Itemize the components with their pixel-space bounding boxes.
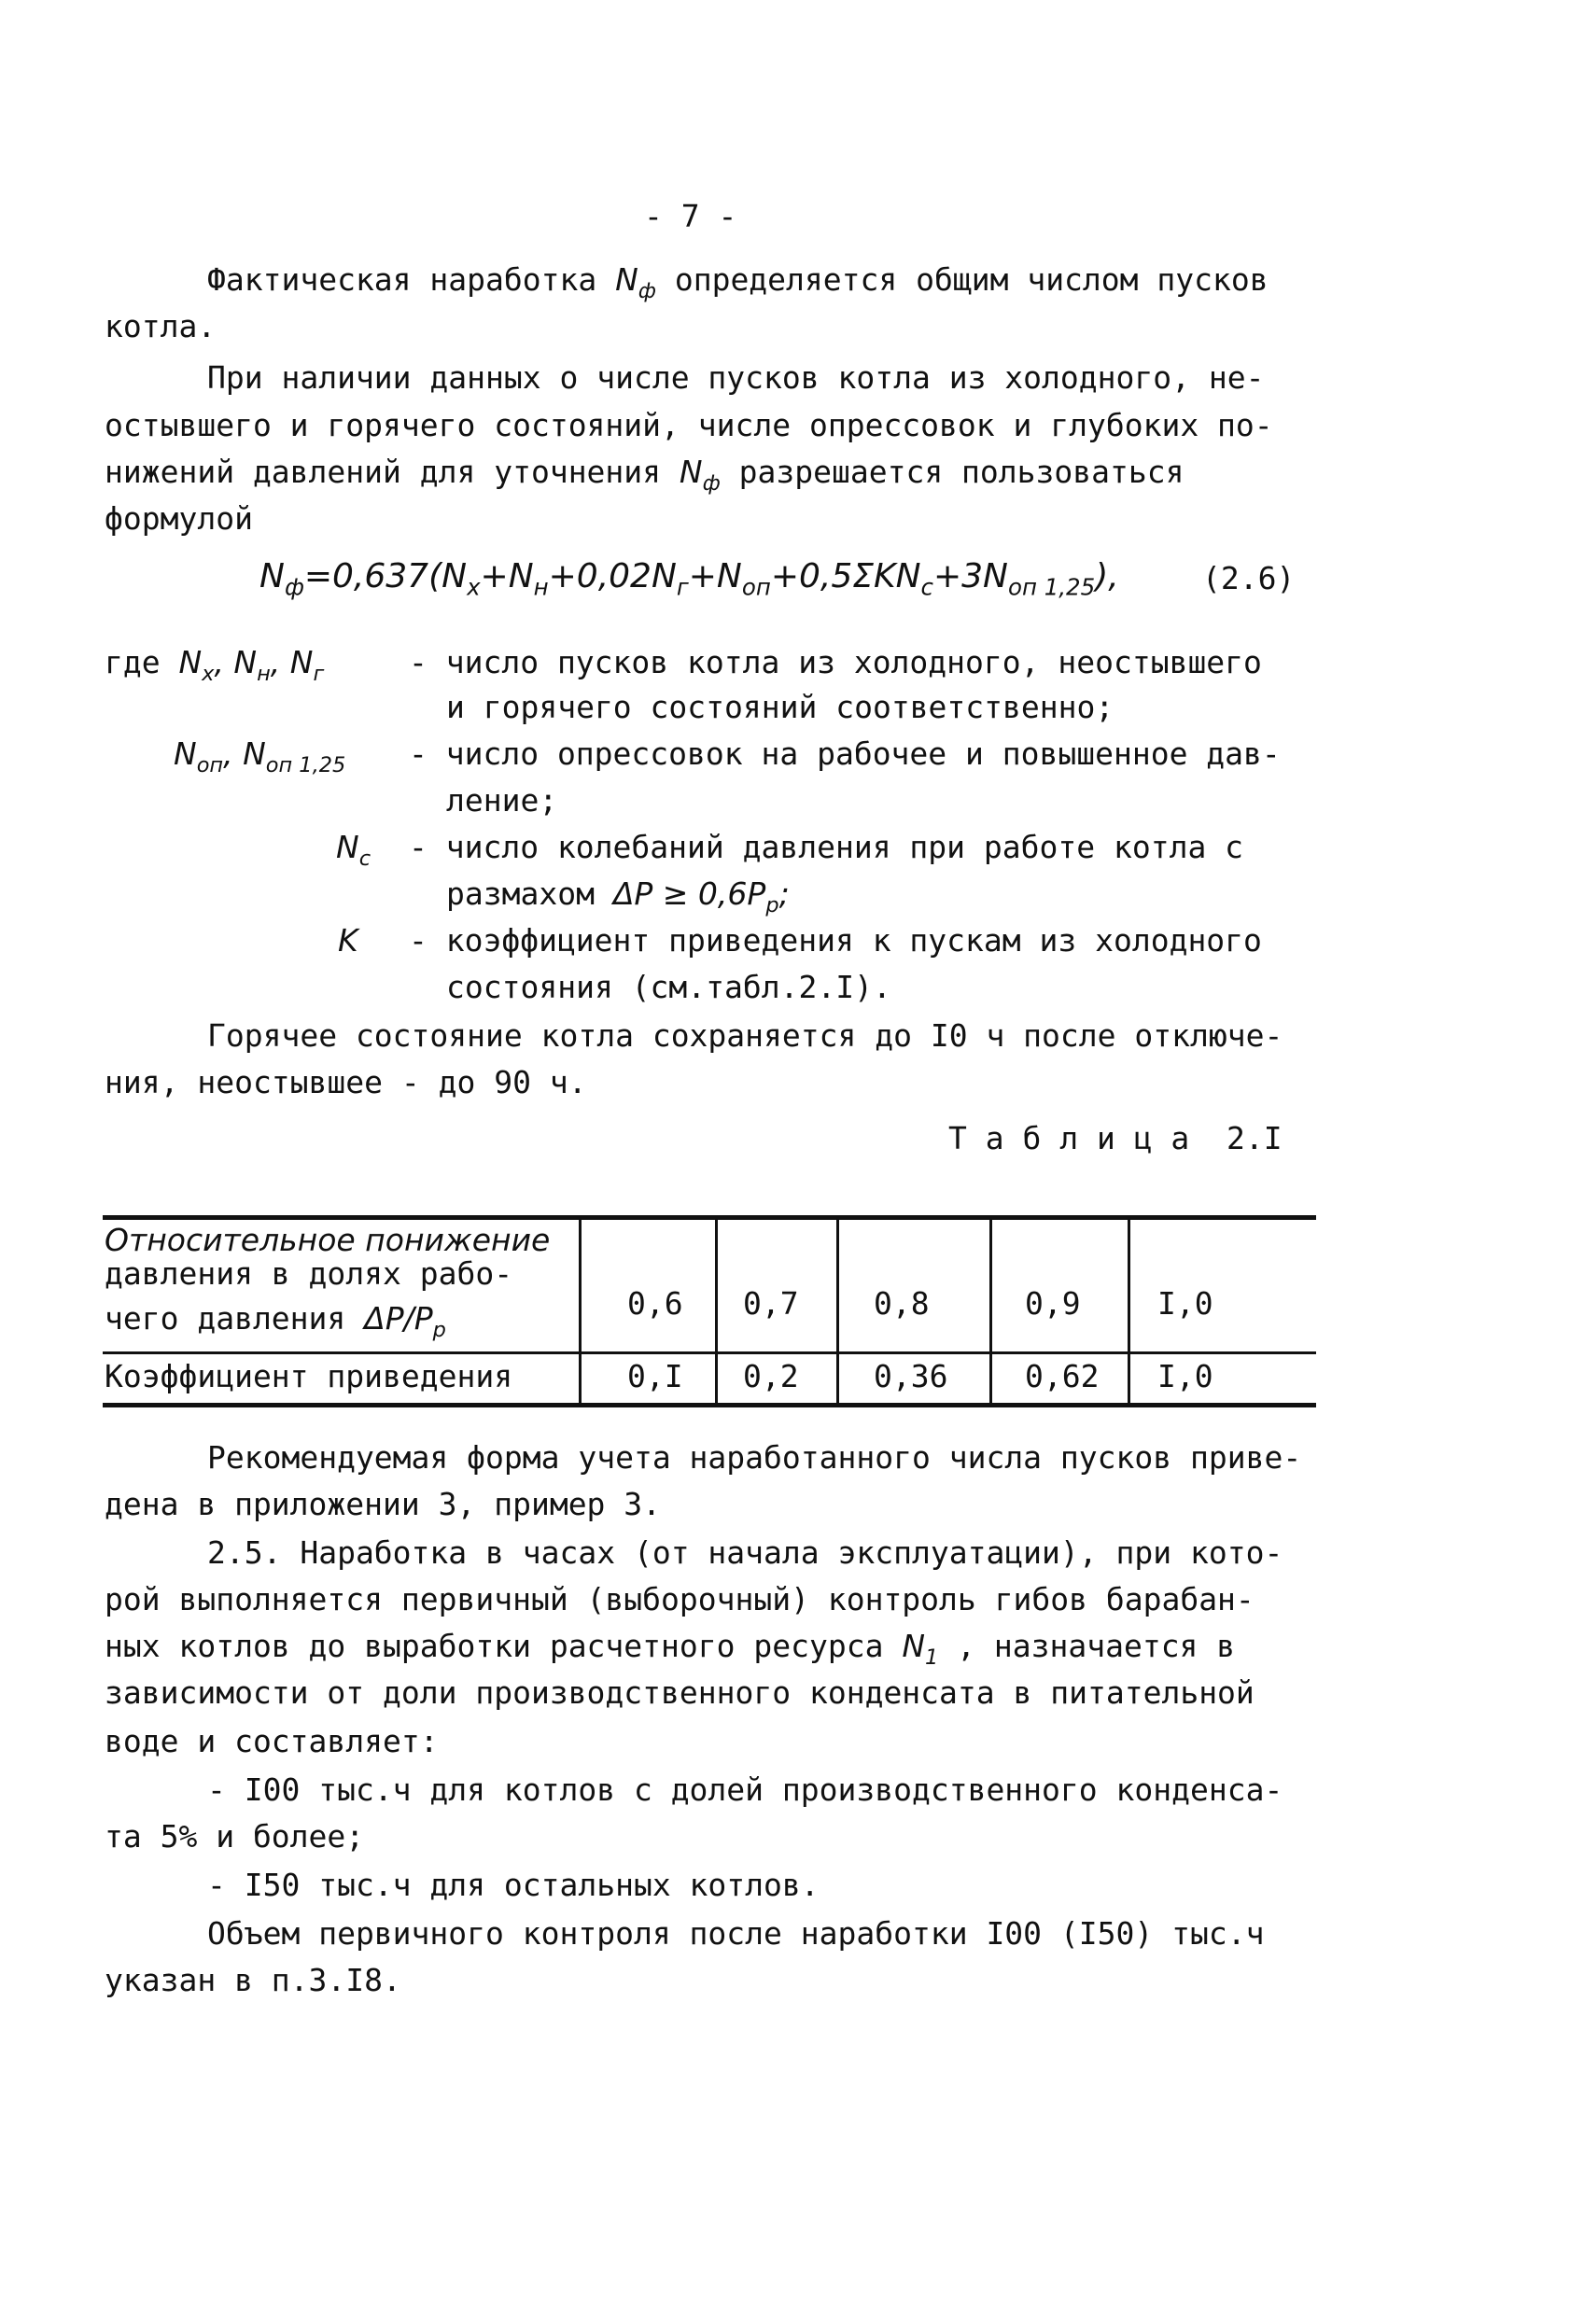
paragraph-1-line-2: котла. xyxy=(105,308,217,344)
table-row-1-value: 0,8 xyxy=(874,1285,930,1322)
symbol-n-f: $N_ф$ xyxy=(615,261,656,303)
where-symbol-3: $N_с$ xyxy=(336,829,371,871)
paragraph-2-line-2: остывшего и горячего состояний, числе опрессовок и глубоких по- xyxy=(105,407,1273,443)
where-symbols-1: где $N_х$, $N_н$, $N_г$ xyxy=(105,644,325,686)
paragraph-6-line-2: та 5% и более; xyxy=(105,1818,365,1855)
paragraph-2-line-4: формулой xyxy=(105,500,253,537)
table-row-2-label: Коэффициент приведения xyxy=(105,1358,513,1394)
where-symbol-4: K xyxy=(338,922,358,959)
table-column-divider xyxy=(989,1217,992,1403)
table-row-2-value: 0,36 xyxy=(874,1358,948,1394)
formula-2-6: $N_ф=0,637(N_х+N_н+0,02N_г+N_{оп}+0,5\Sigma KN_с+3N_{оп 1,25})$, xyxy=(259,557,1119,601)
table-row-2-value: 0,62 xyxy=(1025,1358,1100,1394)
paragraph-5-line-4: зависимости от доли производственного конденсата в питательной xyxy=(105,1674,1255,1711)
table-caption: Т а б л и ц а 2.I xyxy=(948,1120,1283,1156)
definition-3-line-2: размахом $\Delta P \ge 0,6P_р$; xyxy=(446,875,790,917)
paragraph-2-line-1: При наличии данных о числе пусков котла из холодного, не- xyxy=(207,359,1265,396)
table-row-divider xyxy=(103,1351,1316,1354)
paragraph-1-line-1: Фактическая наработка $N_ф$ определяется общим числом пусков xyxy=(207,261,1269,303)
paragraph-3-line-1: Горячее состояние котла сохраняется до I0 ч после отключе- xyxy=(207,1017,1283,1054)
table-column-divider xyxy=(579,1217,582,1403)
paragraph-8-line-1: Объем первичного контроля после наработки I00 (I50) тыс.ч xyxy=(207,1915,1265,1952)
table-row-1-value: 0,9 xyxy=(1025,1285,1081,1322)
definition-1-line-2: и горячего состояний соответственно; xyxy=(446,689,1114,725)
paragraph-5-line-2: рой выполняется первичный (выборочный) контроль гибов барабан- xyxy=(105,1581,1255,1617)
paragraph-2-line-3: нижений давлений для уточнения $N_ф$ разрешается пользоваться xyxy=(105,454,1184,496)
paragraph-4-line-2: дена в приложении 3, пример 3. xyxy=(105,1486,662,1522)
table-row-2-value: I,0 xyxy=(1157,1358,1213,1394)
table-column-divider xyxy=(715,1217,718,1403)
paragraph-4-line-1: Рекомендуемая форма учета наработанного числа пусков приве- xyxy=(207,1439,1302,1476)
paragraph-5-line-5: воде и составляет: xyxy=(105,1723,439,1759)
paragraph-5-line-3: ных котлов до выработки расчетного ресурса $N_1$ , назначается в xyxy=(105,1628,1236,1670)
paragraph-5-line-1: 2.5. Наработка в часах (от начала эксплуатации), при кото- xyxy=(207,1534,1283,1571)
paragraph-3-line-2: ния, неостывшее - до 90 ч. xyxy=(105,1064,587,1100)
symbol-n-f: $N_ф$ xyxy=(679,454,721,496)
table-row-1-value: 0,7 xyxy=(743,1285,799,1322)
definition-1-line-1: - число пусков котла из холодного, неостывшего xyxy=(409,644,1262,680)
table-row-1-value: 0,6 xyxy=(627,1285,683,1322)
definition-2-line-1: - число опрессовок на рабочее и повышенное дав- xyxy=(409,735,1281,772)
table-row-1-value: I,0 xyxy=(1157,1285,1213,1322)
formula-number: (2.6) xyxy=(1202,560,1296,596)
table-row-1-label-line-1: Относительное понижение xyxy=(105,1222,551,1258)
paragraph-8-line-2: указан в п.3.I8. xyxy=(105,1962,401,1998)
where-symbols-2: $N_{оп}$, $N_{оп 1,25}$ xyxy=(174,735,346,777)
definition-4-line-1: - коэффициент приведения к пускам из холодного xyxy=(409,922,1262,959)
definition-3-line-1: - число колебаний давления при работе котла с xyxy=(409,829,1244,865)
table-column-divider xyxy=(1128,1217,1130,1403)
table-row-2-value: 0,2 xyxy=(743,1358,799,1394)
page-number: - 7 - xyxy=(644,198,737,234)
definition-4-line-2: состояния (см.табл.2.I). xyxy=(446,969,891,1005)
paragraph-6-line-1: - I00 тыс.ч для котлов с долей производственного конденса- xyxy=(207,1771,1283,1808)
definition-2-line-2: ление; xyxy=(446,782,558,819)
table-bottom-rule xyxy=(103,1403,1316,1407)
table-row-1-label-line-2: давления в долях рабо- xyxy=(105,1255,513,1292)
table-row-2-value: 0,I xyxy=(627,1358,683,1394)
table-top-rule xyxy=(103,1215,1316,1220)
table-row-1-label-line-3: чего давления $\Delta P/P_р$ xyxy=(105,1300,446,1342)
paragraph-7-line-1: - I50 тыс.ч для остальных котлов. xyxy=(207,1867,820,1903)
table-column-divider xyxy=(836,1217,839,1403)
